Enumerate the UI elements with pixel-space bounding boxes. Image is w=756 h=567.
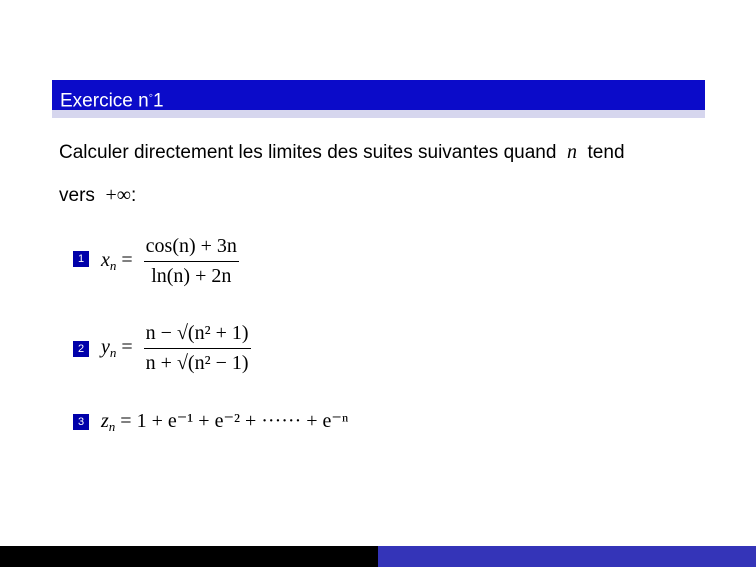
- formula-x: [101, 235, 239, 288]
- fraction: [144, 322, 251, 375]
- frame-title: [60, 84, 164, 112]
- intro-line1: Calculer directement les limites des suites suivantes quand: [59, 142, 557, 163]
- formula-lhs-sub: n: [109, 345, 117, 361]
- formula-lhs: z: [101, 410, 109, 432]
- equals-sign: =: [121, 249, 133, 272]
- equals-sign: =: [120, 410, 132, 432]
- intro-line2-start: vers: [59, 185, 95, 206]
- formula-lhs-sub: n: [108, 419, 116, 434]
- intro-colon: :: [131, 185, 137, 206]
- formula-lhs: y: [101, 336, 110, 359]
- intro-line1-end: tend: [587, 142, 625, 163]
- fraction: [144, 235, 239, 288]
- frame-title-text: Exercice n: [60, 90, 149, 112]
- formula-rhs: 1 + e⁻¹ + e⁻² + ······ + e⁻ⁿ: [136, 410, 349, 432]
- equals-sign: =: [121, 336, 133, 359]
- fraction-denominator: n + √(n² − 1): [145, 352, 249, 374]
- footer-bar-left: [0, 546, 378, 567]
- frame-title-degree: ◦: [148, 88, 153, 102]
- fraction-denominator: ln(n) + 2n: [151, 265, 232, 287]
- formula-z: [101, 408, 348, 435]
- intro-var-n: n: [566, 141, 577, 163]
- intro-paragraph: [59, 131, 699, 217]
- frame-title-number: 1: [152, 90, 164, 112]
- footer-bar-right: [378, 546, 756, 567]
- fraction-numerator: cos(n) + 3n: [144, 235, 239, 262]
- item-number-badge: 1: [73, 251, 89, 267]
- item-number-badge: 2: [73, 341, 89, 357]
- formula-lhs: x: [101, 249, 110, 272]
- item-number-badge: 3: [73, 414, 89, 430]
- formula-y: [101, 322, 251, 375]
- intro-infinity: +∞: [105, 184, 132, 206]
- fraction-numerator: n − √(n² + 1): [144, 322, 251, 349]
- formula-lhs-sub: n: [109, 258, 117, 274]
